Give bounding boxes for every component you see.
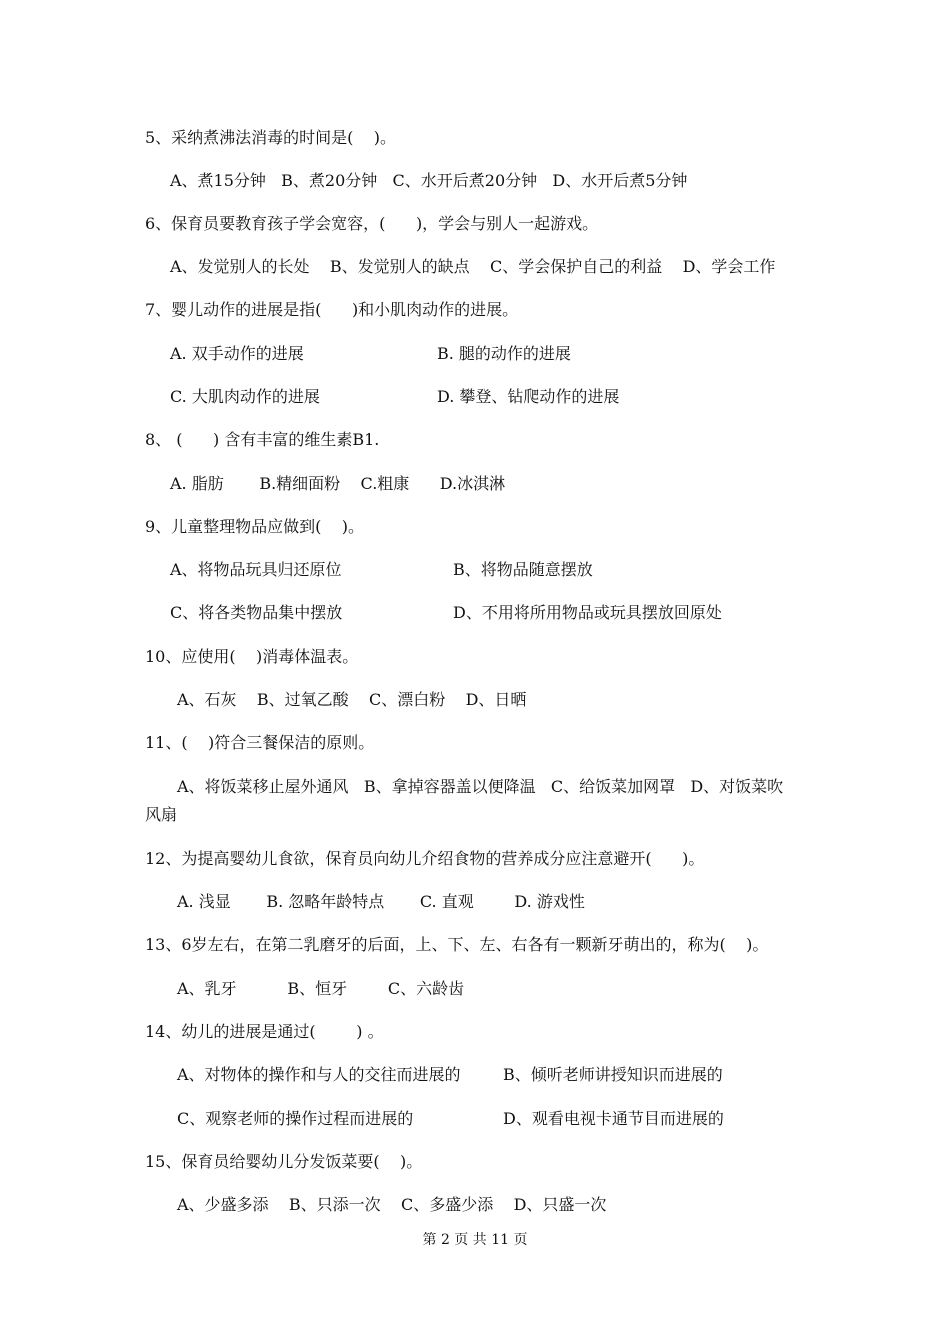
- question-10-options: A、石灰 B、过氧乙酸 C、漂白粉 D、日晒: [177, 690, 527, 709]
- question-14-option-b: B、倾听老师讲授知识而进展的: [503, 1065, 723, 1084]
- question-9-option-b: B、将物品随意摆放: [453, 560, 593, 579]
- question-11-stem: 11、( )符合三餐保洁的原则。: [145, 733, 375, 752]
- question-8-stem: 8、 ( ) 含有丰富的维生素B1.: [145, 430, 380, 449]
- question-14-stem: 14、幼儿的进展是通过( ) 。: [145, 1022, 384, 1041]
- question-7-option-a: A. 双手动作的进展: [170, 344, 304, 363]
- question-9-option-c: C、将各类物品集中摆放: [170, 603, 343, 622]
- question-12-options: A. 浅显 B. 忽略年龄特点 C. 直观 D. 游戏性: [177, 892, 585, 911]
- question-14-option-a: A、对物体的操作和与人的交往而进展的: [177, 1065, 461, 1084]
- question-10-stem: 10、应使用( )消毒体温表。: [145, 647, 359, 666]
- question-9-option-d: D、不用将所用物品或玩具摆放回原处: [453, 603, 722, 622]
- question-7-option-d: D. 攀登、钻爬动作的进展: [437, 387, 620, 406]
- question-6-stem: 6、保育员要教育孩子学会宽容，( )，学会与别人一起游戏。: [145, 214, 599, 233]
- question-15-options: A、少盛多添 B、只添一次 C、多盛少添 D、只盛一次: [177, 1195, 607, 1214]
- question-7-stem: 7、婴儿动作的进展是指( )和小肌肉动作的进展。: [145, 300, 519, 319]
- question-14-option-c: C、观察老师的操作过程而进展的: [177, 1109, 414, 1128]
- question-7-option-b: B. 腿的动作的进展: [437, 344, 571, 363]
- question-11-options: A、将饭菜移止屋外通风 B、拿掉容器盖以便降温 C、给饭菜加网罩 D、对饭菜吹: [177, 777, 784, 796]
- question-5-stem: 5、采纳煮沸法消毒的时间是( )。: [145, 128, 397, 147]
- question-9-stem: 9、儿童整理物品应做到( )。: [145, 517, 365, 536]
- question-12-stem: 12、为提高婴幼儿食欲，保育员向幼儿介绍食物的营养成分应注意避开( )。: [145, 849, 705, 868]
- question-6-options: A、发觉别人的长处 B、发觉别人的缺点 C、学会保护自己的利益 D、学会工作: [170, 257, 776, 276]
- question-7-option-c: C. 大肌肉动作的进展: [170, 387, 320, 406]
- question-11-options-continued: 风扇: [145, 805, 178, 824]
- question-5-options: A、煮15分钟 B、煮20分钟 C、水开后煮20分钟 D、水开后煮5分钟: [170, 171, 688, 190]
- question-9-option-a: A、将物品玩具归还原位: [170, 560, 342, 579]
- question-14-option-d: D、观看电视卡通节目而进展的: [503, 1109, 724, 1128]
- question-15-stem: 15、保育员给婴幼儿分发饭菜要( )。: [145, 1152, 423, 1171]
- question-8-options: A. 脂肪 B.精细面粉 C.粗康 D.冰淇淋: [170, 474, 506, 493]
- page-number-footer: 第 2 页 共 11 页: [422, 1232, 528, 1248]
- question-13-options: A、乳牙 B、恒牙 C、六龄齿: [177, 979, 465, 998]
- question-13-stem: 13、6岁左右，在第二乳磨牙的后面，上、下、左、右各有一颗新牙萌出的，称为( )。: [145, 935, 769, 954]
